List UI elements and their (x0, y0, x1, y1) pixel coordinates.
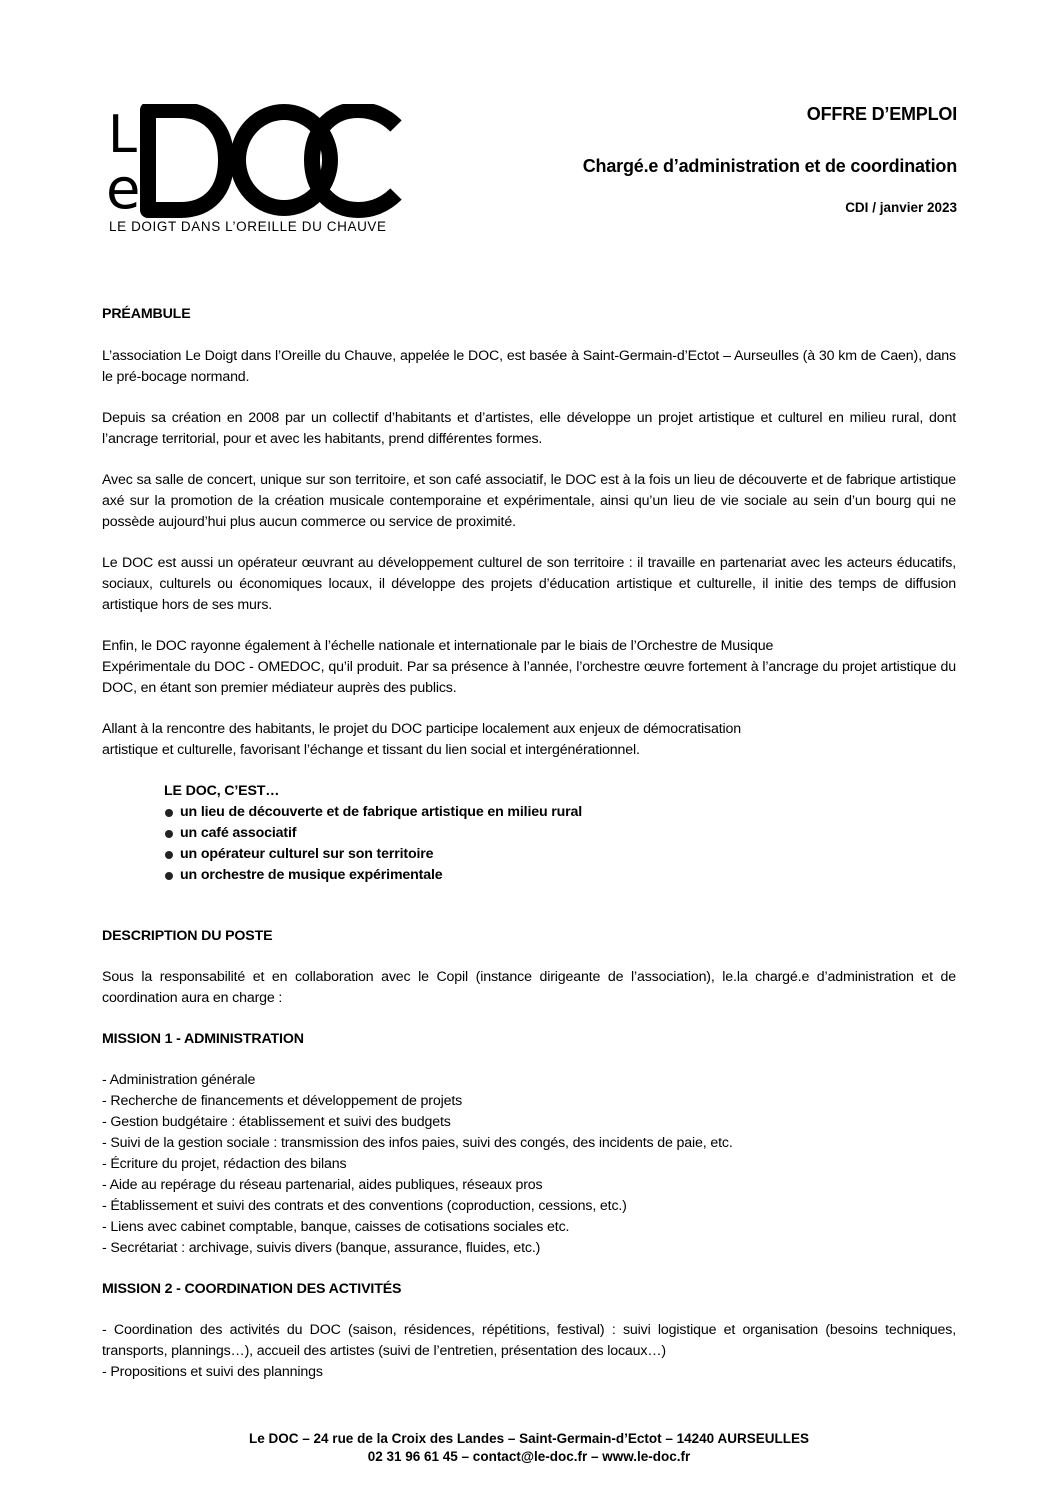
highlights-title: LE DOC, C’EST… (164, 783, 280, 799)
preambule-paragraph: Depuis sa création en 2008 par un collectif d’habitants et d’artistes, elle développe un projet artistique et culturel en milieu rural, dont l’ancrage territorial, pour et avec les habitants, prend différentes formes. (102, 410, 956, 447)
mission1-item: - Liens avec cabinet comptable, banque, caisses de cotisations sociales etc. (102, 1219, 570, 1235)
highlight-item: un orchestre de musique expérimentale (164, 865, 956, 886)
mission1-item: - Suivi de la gestion sociale : transmission des infos paies, suivi des congés, des incidents de paie, etc. (102, 1135, 733, 1151)
logo-tagline: LE DOIGT DANS L’OREILLE DU CHAUVE (109, 219, 387, 234)
highlights-block (164, 781, 956, 886)
bullet-icon (165, 809, 173, 817)
footer-address: Le DOC – 24 rue de la Croix des Landes – Saint-Germain-d’Ectot – 14240 AURSEULLES (249, 1431, 809, 1446)
page-footer (0, 1430, 1058, 1466)
preambule-paragraph: Le DOC est aussi un opérateur œuvrant au développement culturel de son territoire : il travaille en partenariat avec les acteurs éducatifs, sociaux, culturels ou économiques locaux, il développe des projets d’éducation artistique et culturelle, il initie des temps de diffusion artistique hors de ses murs. (102, 555, 956, 613)
mission1-item: - Recherche de financements et développement de projets (102, 1093, 463, 1109)
document-body (102, 304, 956, 1383)
highlight-item: un café associatif (164, 823, 956, 844)
job-title: Chargé.e d’administration et de coordination (582, 156, 957, 176)
logo-e: e (106, 157, 141, 222)
bullet-icon (165, 872, 173, 880)
mission1-item: - Établissement et suivi des contrats et des conventions (coproduction, cessions, etc.) (102, 1198, 627, 1214)
mission2-item: - Coordination des activités du DOC (saison, résidences, répétitions, festival) : suivi logistique et organisation (besoins techniques, transports, plannings…), accueil des artistes (suivi de l’entretien, présentation des locaux…) (102, 1322, 956, 1359)
preambule-paragraph: Enfin, le DOC rayonne également à l’échelle nationale et internationale par le biais de l’Orchestre de Musique (102, 638, 774, 654)
document-header (583, 104, 957, 215)
mission2-title: MISSION 2 - COORDINATION DES ACTIVITÉS (102, 1281, 402, 1297)
mission1-list (102, 1070, 956, 1259)
mission1-item: - Écriture du projet, rédaction des bilans (102, 1156, 347, 1172)
preambule-paragraph: L’association Le Doigt dans l’Oreille du Chauve, appelée le DOC, est basée à Saint-Germain-d’Ectot – Aurseulles (à 30 km de Caen), dans le pré-bocage normand. (102, 348, 956, 385)
bullet-icon (165, 830, 173, 838)
description-title: DESCRIPTION DU POSTE (102, 928, 273, 944)
mission1-item: - Gestion budgétaire : établissement et suivi des budgets (102, 1114, 451, 1130)
preambule-paragraph: Allant à la rencontre des habitants, le projet du DOC participe localement aux enjeux de démocratisation (102, 721, 741, 737)
mission2-item: - Propositions et suivi des plannings (102, 1364, 323, 1380)
offer-title: OFFRE D’EMPLOI (806, 104, 957, 124)
preambule-title: PRÉAMBULE (102, 306, 191, 322)
mission1-title: MISSION 1 - ADMINISTRATION (102, 1031, 304, 1047)
bullet-icon (165, 851, 173, 859)
preambule-paragraph: Expérimentale du DOC - OMEDOC, qu’il produit. Par sa présence à l’année, l’orchestre œuvre fortement à l’ancrage du projet artistique du DOC, en étant son premier médiateur auprès des publics. (102, 659, 956, 696)
highlight-item: un opérateur culturel sur son territoire (164, 844, 956, 865)
description-intro: Sous la responsabilité et en collaboration avec le Copil (instance dirigeante de l’association), le.la chargé.e d’administration et de coordination aura en charge : (102, 969, 956, 1006)
mission1-item: - Administration générale (102, 1072, 256, 1088)
footer-contact: 02 31 96 61 45 – contact@le-doc.fr – www.le-doc.fr (367, 1449, 691, 1464)
highlight-item: un lieu de découverte et de fabrique artistique en milieu rural (164, 802, 956, 823)
mission1-item: - Secrétariat : archivage, suivis divers (banque, assurance, fluides, etc.) (102, 1240, 541, 1256)
preambule-paragraph: artistique et culturelle, favorisant l’échange et tissant du lien social et intergénérationnel. (102, 742, 640, 758)
logo-l: L (108, 105, 137, 165)
mission2-list (102, 1320, 956, 1383)
contract-info: CDI / janvier 2023 (845, 200, 957, 215)
preambule-paragraph: Avec sa salle de concert, unique sur son territoire, et son café associatif, le DOC est à la fois un lieu de découverte et de fabrique artistique axé sur la promotion de la création musicale contemporaine et expérimentale, ainsi qu’un lieu de vie sociale au sein d’un bourg qui ne possède aujourd’hui plus aucun commerce ou service de proximité. (102, 472, 956, 530)
mission1-item: - Aide au repérage du réseau partenarial, aides publiques, réseaux pros (102, 1177, 543, 1193)
